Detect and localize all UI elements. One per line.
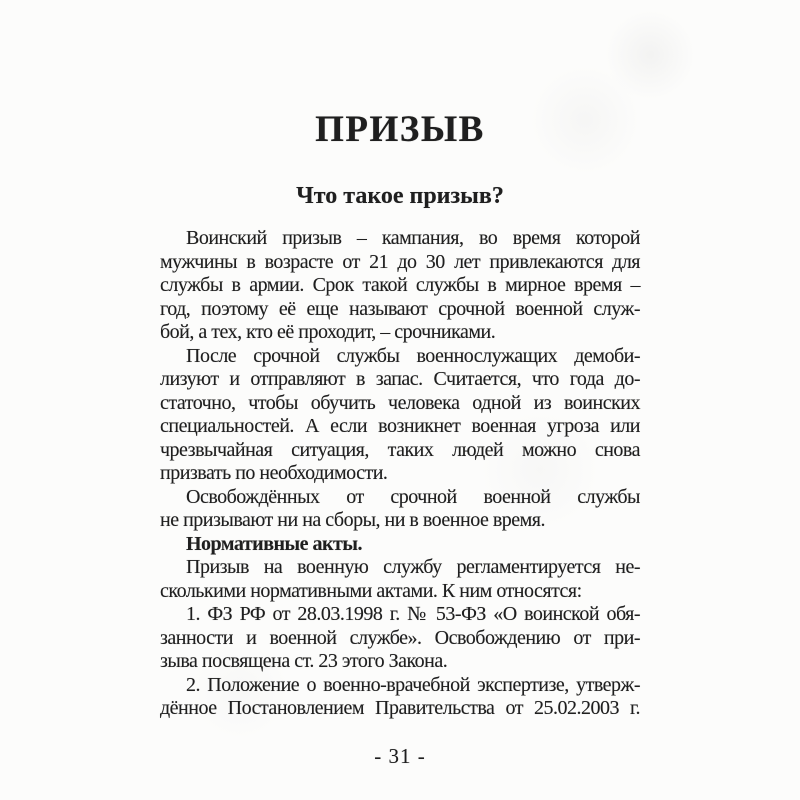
text-line: 1. ФЗ РФ от 28.03.1998 г. № 53-ФЗ «О воинской обя- [186,603,640,625]
text-line: специальностей. А если возникнет военная угроза или [160,415,640,437]
page-title: ПРИЗЫВ [315,109,485,150]
text-line: сколькими нормативными актами. К ним относятся: [160,579,582,602]
text-line: чрезвычайная ситуация, таких людей можно снова [160,438,640,461]
text-line: год, поэтому её еще называют срочной военной служ- [160,297,640,320]
text-line: занности и военной службе». Освобождению от при- [160,626,640,649]
text-line: статочно, чтобы обучить человека одной из воинских [160,391,640,414]
text-line: бой, а тех, кто её проходит, – срочниками. [160,321,496,343]
text-line: 2. Положение о военно-врачебной экспертизе, утверж- [186,673,640,696]
page-number: - 31 - [374,744,426,768]
section-heading: Что такое призыв? [296,183,504,209]
text-line: Призыв на военную службу регламентируется не- [186,556,640,578]
text-line: После срочной службы военнослужащих демоби- [186,344,640,367]
text-line: зыва посвящена ст. 23 этого Закона. [160,650,448,672]
text-line: службы в армии. Срок такой службы в мирное время – [160,274,640,296]
text-line: Освобождённых от срочной военной службы [186,485,640,508]
text-line: Воинский призыв – кампания, во время которой [186,227,640,249]
text-line: лизуют и отправляют в запас. Считается, что года до- [160,368,640,390]
text-line: не призывают ни на сборы, ни в военное время. [160,509,545,531]
body-text [160,227,640,721]
text-line: мужчины в возрасте от 21 до 30 лет привлекаются для [160,250,640,273]
text-line: дённое Постановлением Правительства от 25.02.2003 г. [160,697,640,719]
text-line: призвать по необходимости. [160,462,388,484]
bold-heading-line: Нормативные акты. [186,532,362,555]
